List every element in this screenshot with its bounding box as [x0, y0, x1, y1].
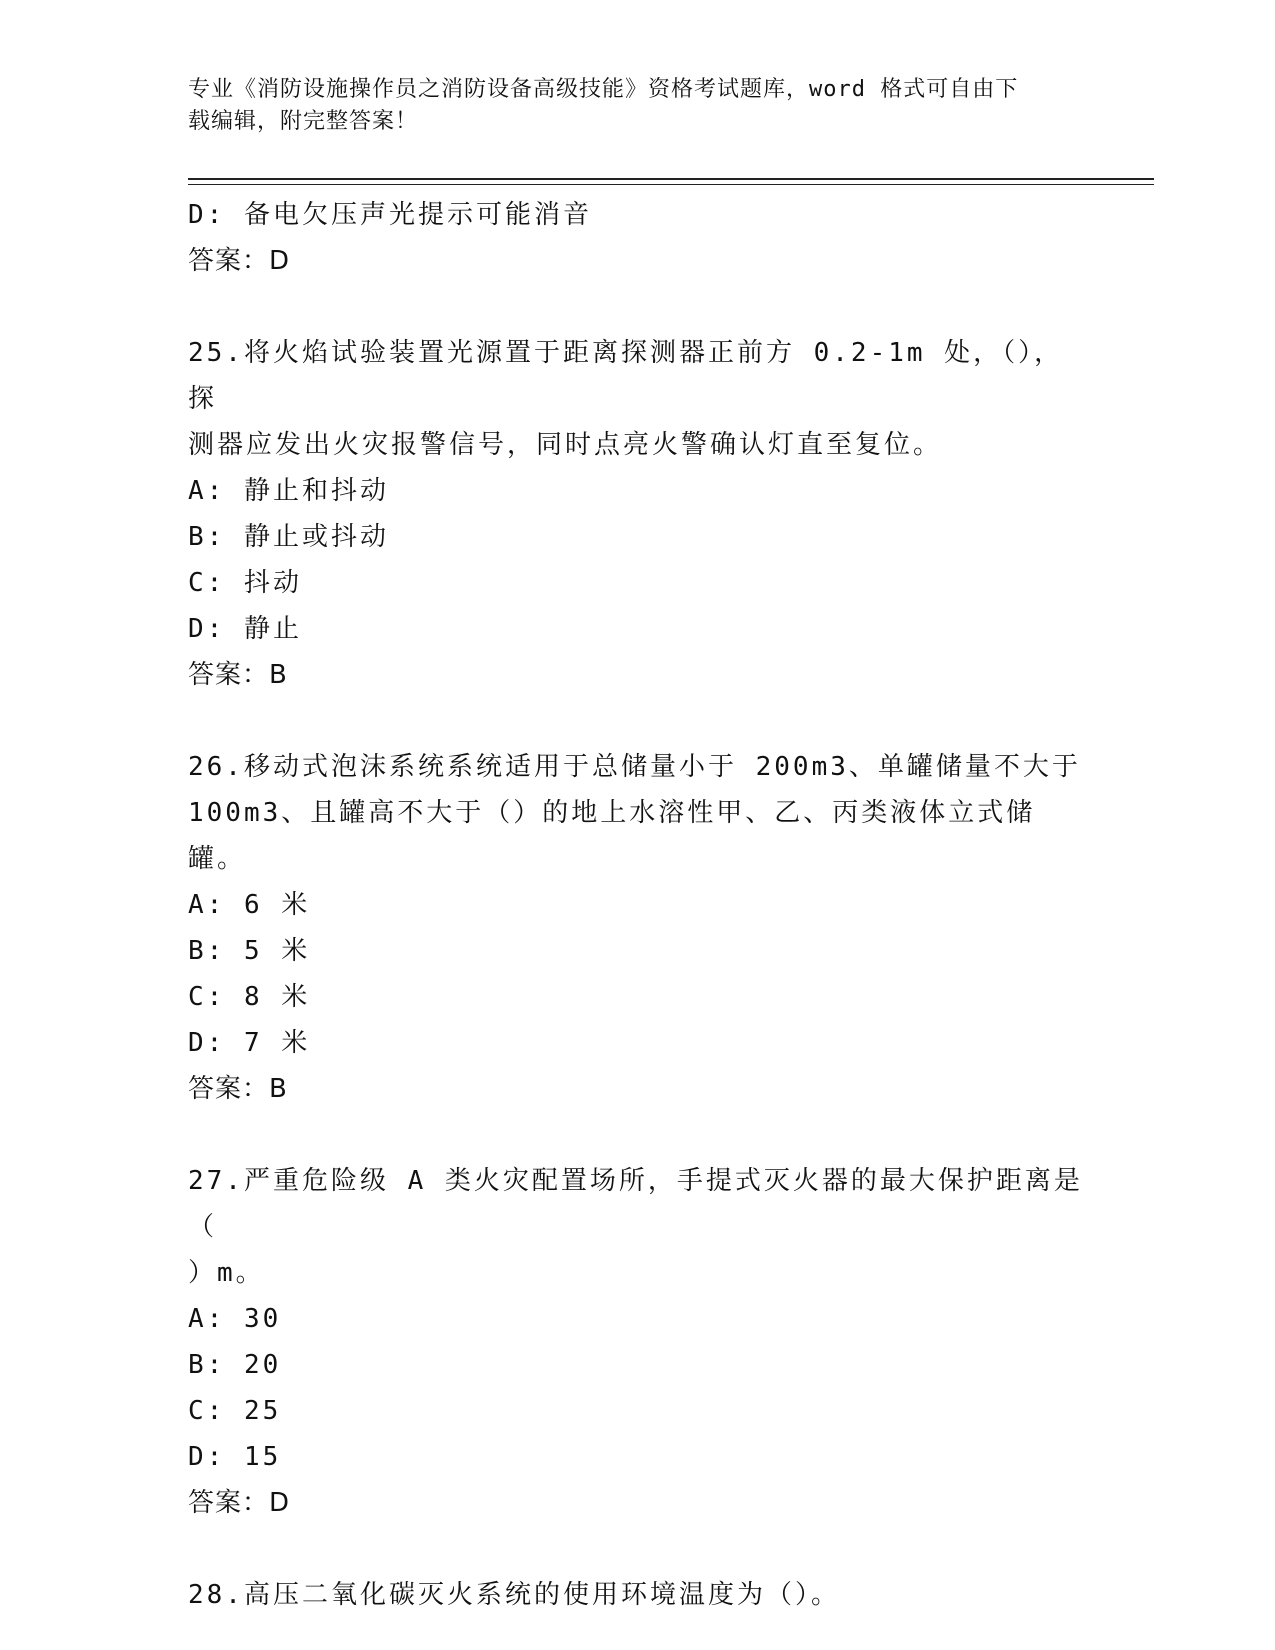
option-b: B: 20: [188, 1350, 282, 1380]
header-divider-thin: [188, 184, 1154, 185]
header-line-1: 专业《消防设施操作员之消防设备高级技能》资格考试题库，word 格式可自由下: [188, 77, 1019, 102]
question-stem: 28.高压二氧化碳灭火系统的使用环境温度为（）。: [188, 1580, 840, 1610]
answer-line: 答案：B: [188, 660, 288, 690]
answer-line: 答案：D: [188, 1488, 291, 1518]
spacer: [188, 284, 1088, 330]
spacer: [188, 1112, 1088, 1158]
question-26: [188, 744, 1088, 1112]
question-28: [188, 1572, 1088, 1618]
question-content: [188, 192, 1088, 1618]
question-stem: 26.移动式泡沫系统系统适用于总储量小于 200m3、单罐储量不大于: [188, 752, 1081, 782]
question-stem: 25.将火焰试验装置光源置于距离探测器正前方 0.2-1m 处，（），探: [188, 338, 1064, 414]
question-stem: 27.严重危险级 A 类火灾配置场所，手提式灭火器的最大保护距离是（: [188, 1166, 1083, 1242]
option-c: C: 抖动: [188, 568, 302, 598]
document-header: [188, 74, 1088, 138]
option-d: D: 7 米: [188, 1028, 311, 1058]
spacer: [188, 698, 1088, 744]
option-c: C: 8 米: [188, 982, 311, 1012]
option-b: B: 5 米: [188, 936, 311, 966]
option-a: A: 6 米: [188, 890, 311, 920]
question-24-tail: [188, 192, 1088, 284]
question-25: [188, 330, 1088, 698]
option-b: B: 静止或抖动: [188, 522, 389, 552]
option-d: D: 15: [188, 1442, 282, 1472]
option-a: A: 30: [188, 1304, 282, 1334]
header-line-2: 载编辑，附完整答案！: [188, 109, 419, 134]
answer-line: 答案：B: [188, 1074, 288, 1104]
answer-line: 答案：D: [188, 246, 291, 276]
question-stem-continued: ）m。: [188, 1258, 265, 1288]
option-d: D: 静止: [188, 614, 302, 644]
option-d: D: 备电欠压声光提示可能消音: [188, 200, 592, 230]
question-stem-continued: 测器应发出火灾报警信号，同时点亮火警确认灯直至复位。: [188, 430, 943, 460]
question-stem-continued: 100m3、且罐高不大于（）的地上水溶性甲、乙、丙类液体立式储罐。: [188, 798, 1036, 874]
question-27: [188, 1158, 1088, 1526]
option-c: C: 25: [188, 1396, 282, 1426]
option-a: A: 静止和抖动: [188, 476, 389, 506]
header-divider-thick: [188, 178, 1154, 180]
spacer: [188, 1526, 1088, 1572]
